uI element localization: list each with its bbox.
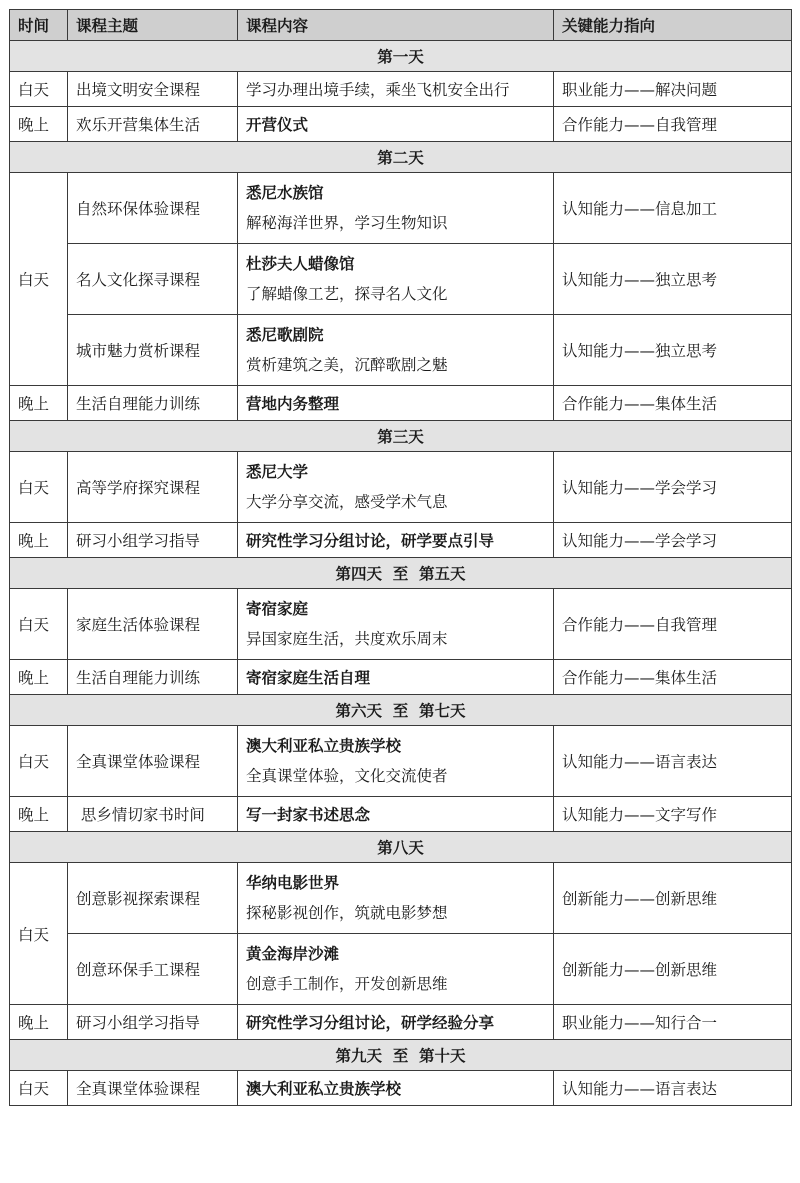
content-cell: 澳大利亚私立贵族学校 bbox=[238, 1071, 554, 1106]
time-cell: 晚上 bbox=[10, 523, 68, 558]
content-cell: 研究性学习分组讨论，研学要点引导 bbox=[238, 523, 554, 558]
topic-cell: 全真课堂体验课程 bbox=[68, 726, 238, 797]
ability-cell: 认知能力——独立思考 bbox=[554, 315, 792, 386]
content-cell bbox=[238, 452, 554, 523]
table-row bbox=[10, 523, 792, 558]
table-row bbox=[10, 797, 792, 832]
content-cell: 写一封家书述思念 bbox=[238, 797, 554, 832]
table-row bbox=[10, 452, 792, 523]
content-title: 悉尼水族馆 bbox=[246, 184, 324, 202]
content-title: 悉尼歌剧院 bbox=[246, 326, 324, 344]
topic-cell: 出境文明安全课程 bbox=[68, 72, 238, 107]
content-subtitle: 赏析建筑之美，沉醉歌剧之魅 bbox=[246, 356, 448, 374]
ability-cell: 认知能力——独立思考 bbox=[554, 244, 792, 315]
content-cell: 寄宿家庭生活自理 bbox=[238, 660, 554, 695]
time-cell: 白天 bbox=[10, 1071, 68, 1106]
topic-cell: 城市魅力赏析课程 bbox=[68, 315, 238, 386]
topic-cell: 欢乐开营集体生活 bbox=[68, 107, 238, 142]
day-row bbox=[10, 41, 792, 72]
table-row bbox=[10, 863, 792, 934]
ability-cell: 创新能力——创新思维 bbox=[554, 863, 792, 934]
content-subtitle: 解秘海洋世界，学习生物知识 bbox=[246, 214, 448, 232]
content-subtitle: 全真课堂体验，文化交流使者 bbox=[246, 767, 448, 785]
ability-cell: 认知能力——学会学习 bbox=[554, 452, 792, 523]
ability-cell: 合作能力——集体生活 bbox=[554, 386, 792, 421]
topic-cell: 全真课堂体验课程 bbox=[68, 1071, 238, 1106]
day-label: 第三天 bbox=[10, 421, 792, 452]
content-subtitle: 大学分享交流，感受学术气息 bbox=[246, 493, 448, 511]
ability-cell: 合作能力——自我管理 bbox=[554, 107, 792, 142]
day-label: 第二天 bbox=[10, 142, 792, 173]
ability-cell: 认知能力——文字写作 bbox=[554, 797, 792, 832]
content-cell: 学习办理出境手续，乘坐飞机安全出行 bbox=[238, 72, 554, 107]
table-row bbox=[10, 726, 792, 797]
content-cell: 研究性学习分组讨论，研学经验分享 bbox=[238, 1005, 554, 1040]
ability-cell: 职业能力——知行合一 bbox=[554, 1005, 792, 1040]
header-content: 课程内容 bbox=[238, 10, 554, 41]
table-row bbox=[10, 244, 792, 315]
content-cell bbox=[238, 173, 554, 244]
day-label: 第八天 bbox=[10, 832, 792, 863]
topic-cell: 研习小组学习指导 bbox=[68, 523, 238, 558]
table-row bbox=[10, 934, 792, 1005]
table-row bbox=[10, 173, 792, 244]
header-ability: 关键能力指向 bbox=[554, 10, 792, 41]
ability-cell: 认知能力——信息加工 bbox=[554, 173, 792, 244]
ability-cell: 职业能力——解决问题 bbox=[554, 72, 792, 107]
time-cell: 晚上 bbox=[10, 107, 68, 142]
day-row bbox=[10, 1040, 792, 1071]
time-cell: 晚上 bbox=[10, 1005, 68, 1040]
day-row bbox=[10, 558, 792, 589]
content-subtitle: 探秘影视创作，筑就电影梦想 bbox=[246, 904, 448, 922]
schedule-table bbox=[9, 9, 792, 1106]
table-row bbox=[10, 315, 792, 386]
table-row bbox=[10, 1071, 792, 1106]
header-time: 时间 bbox=[10, 10, 68, 41]
day-label: 第九天 至 第十天 bbox=[10, 1040, 792, 1071]
content-cell bbox=[238, 589, 554, 660]
day-row bbox=[10, 142, 792, 173]
ability-cell: 认知能力——语言表达 bbox=[554, 726, 792, 797]
day-label: 第一天 bbox=[10, 41, 792, 72]
table-row bbox=[10, 386, 792, 421]
table-row bbox=[10, 660, 792, 695]
time-cell: 白天 bbox=[10, 589, 68, 660]
topic-cell: 生活自理能力训练 bbox=[68, 660, 238, 695]
topic-cell: 创意影视探索课程 bbox=[68, 863, 238, 934]
topic-cell: 研习小组学习指导 bbox=[68, 1005, 238, 1040]
day-row bbox=[10, 695, 792, 726]
content-cell: 开营仪式 bbox=[238, 107, 554, 142]
table-row bbox=[10, 72, 792, 107]
day-row bbox=[10, 832, 792, 863]
time-cell: 白天 bbox=[10, 452, 68, 523]
table-row bbox=[10, 1005, 792, 1040]
time-cell: 白天 bbox=[10, 173, 68, 386]
topic-cell: 思乡情切家书时间 bbox=[68, 797, 238, 832]
time-cell: 白天 bbox=[10, 72, 68, 107]
content-subtitle: 异国家庭生活，共度欢乐周末 bbox=[246, 630, 448, 648]
day-label: 第四天 至 第五天 bbox=[10, 558, 792, 589]
content-subtitle: 创意手工制作，开发创新思维 bbox=[246, 975, 448, 993]
content-cell bbox=[238, 244, 554, 315]
table-row bbox=[10, 589, 792, 660]
time-cell: 晚上 bbox=[10, 660, 68, 695]
ability-cell: 认知能力——语言表达 bbox=[554, 1071, 792, 1106]
time-cell: 白天 bbox=[10, 726, 68, 797]
time-cell: 晚上 bbox=[10, 386, 68, 421]
ability-cell: 认知能力——学会学习 bbox=[554, 523, 792, 558]
content-title: 杜莎夫人蜡像馆 bbox=[246, 255, 355, 273]
content-title: 寄宿家庭 bbox=[246, 600, 309, 618]
content-cell bbox=[238, 863, 554, 934]
content-subtitle: 了解蜡像工艺，探寻名人文化 bbox=[246, 285, 448, 303]
topic-cell: 家庭生活体验课程 bbox=[68, 589, 238, 660]
content-title: 悉尼大学 bbox=[246, 463, 309, 481]
time-cell: 晚上 bbox=[10, 797, 68, 832]
ability-cell: 合作能力——集体生活 bbox=[554, 660, 792, 695]
table-row bbox=[10, 107, 792, 142]
topic-cell: 创意环保手工课程 bbox=[68, 934, 238, 1005]
content-cell bbox=[238, 315, 554, 386]
topic-cell: 名人文化探寻课程 bbox=[68, 244, 238, 315]
ability-cell: 创新能力——创新思维 bbox=[554, 934, 792, 1005]
topic-cell: 自然环保体验课程 bbox=[68, 173, 238, 244]
ability-cell: 合作能力——自我管理 bbox=[554, 589, 792, 660]
time-cell: 白天 bbox=[10, 863, 68, 1005]
content-title: 华纳电影世界 bbox=[246, 874, 340, 892]
header-topic: 课程主题 bbox=[68, 10, 238, 41]
topic-cell: 生活自理能力训练 bbox=[68, 386, 238, 421]
content-cell: 营地内务整理 bbox=[238, 386, 554, 421]
day-row bbox=[10, 421, 792, 452]
content-title: 黄金海岸沙滩 bbox=[246, 945, 340, 963]
day-label: 第六天 至 第七天 bbox=[10, 695, 792, 726]
content-cell bbox=[238, 726, 554, 797]
content-title: 澳大利亚私立贵族学校 bbox=[246, 737, 402, 755]
content-cell bbox=[238, 934, 554, 1005]
table-header-row bbox=[10, 10, 792, 41]
topic-cell: 高等学府探究课程 bbox=[68, 452, 238, 523]
